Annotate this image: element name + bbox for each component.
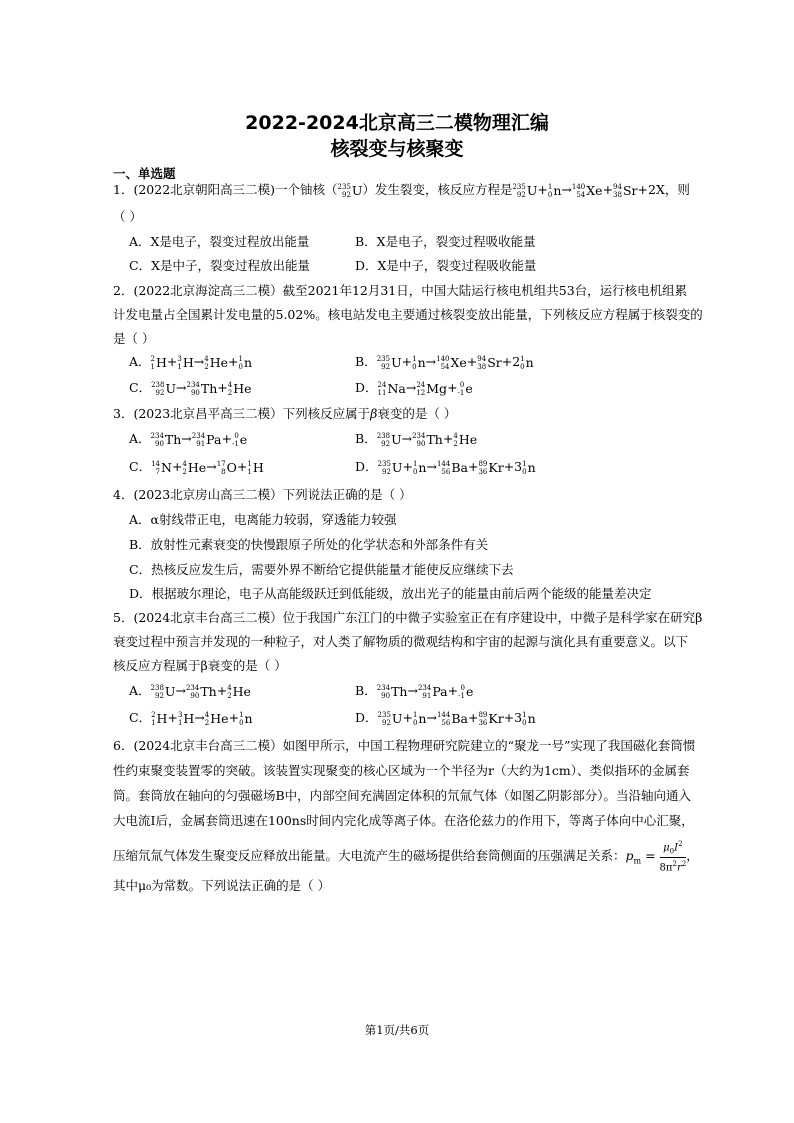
- question-6-line-1: 6．(2024北京丰台高三二模）如图甲所示，中国工程物理研究院建立的“聚龙一号”实现了我国磁化套筒惯: [113, 738, 696, 753]
- q3-option-a[interactable]: A． 234 90 Th→ 234 91 Pa+ 0 -1 e: [129, 431, 248, 448]
- doc-title: 2022-2024北京高三二模物理汇编: [245, 112, 549, 134]
- q4-option-b[interactable]: B．放射性元素衰变的快慢跟原子所处的化学状态和外部条件有关: [129, 537, 489, 552]
- q2-option-a[interactable]: A． 2 1 H+ 3 1 H→ 4 2 He+ 1 0 n: [129, 354, 253, 371]
- q1-option-c[interactable]: C．X是中子，裂变过程放出能量: [129, 258, 310, 273]
- q3-option-c[interactable]: C． 14 7 N+ 4 2 He→ 17 8 O+ 1 1 H: [129, 459, 264, 476]
- question-5-line-1: 5．(2024北京丰台高三二模）位于我国广东江门的中微子实验室正在有序建设中，中微子是科学家在研究β: [113, 610, 703, 625]
- question-6-line-5: 压缩氘氚气体发生聚变反应释放出能量。大电流产生的磁场提供给套筒侧面的压强满足关系：$p_m$ = $\frac{\mu_0I^2}{8\pi^2r^2}$ ，: [113, 840, 699, 874]
- q2-option-c[interactable]: C． 238 92 U→ 234 90 Th+ 4 2 He: [129, 380, 252, 397]
- q1-option-a[interactable]: A．X是电子，裂变过程放出能量: [129, 234, 310, 249]
- page-footer: 第1页/共6页: [364, 1023, 430, 1037]
- question-2-line-1: 2．(2022北京海淀高三二模）截至2021年12月31日，中国大陆运行核电机组共53台，运行核电机组累: [113, 283, 688, 298]
- q5-option-d[interactable]: D． 235 92 U+ 1 0 n→ 144 56 Ba+ 89 36 Kr+3 1 0 n: [355, 710, 536, 727]
- q4-option-c[interactable]: C．热核反应发生后，需要外界不断给它提供能量才能使反应继续下去: [129, 562, 514, 577]
- q4-option-d[interactable]: D．根据玻尔理论，电子从高能级跃迁到低能级，放出光子的能量由前后两个能级的能量差决定: [129, 586, 652, 601]
- doc-subtitle: 核裂变与核聚变: [330, 138, 464, 160]
- question-2-line-3: 是（ ）: [113, 331, 155, 346]
- pressure-formula: $p_m$ = $\frac{\mu_0I^2}{8\pi^2r^2}$ ，: [625, 840, 699, 874]
- section-heading: 一、单选题: [113, 166, 176, 181]
- question-1-paren: （ ）: [113, 209, 142, 224]
- q5-option-c[interactable]: C． 2 1 H+ 3 1 H→ 4 2 He+ 1 0 n: [129, 710, 253, 727]
- q2-option-d[interactable]: D． 24 11 Na→ 24 12 Mg+ 0 -1 e: [355, 380, 473, 397]
- q1-option-d[interactable]: D．X是中子，裂变过程吸收能量: [355, 258, 537, 273]
- q4-option-a[interactable]: A．α射线带正电，电离能力较弱，穿透能力较强: [129, 512, 397, 527]
- q1-option-b[interactable]: B．X是电子，裂变过程吸收能量: [355, 234, 536, 249]
- question-6-line-3: 筒。套筒放在轴向的匀强磁场B中，内部空间充满固定体积的氘氚气体（如图乙阴影部分）。当沿轴向通入: [113, 788, 691, 803]
- question-6-line-4: 大电流I后，金属套筒迅速在100ns时间内完化成等离子体。在洛伦兹力的作用下，等离子体向中心汇聚，: [113, 813, 694, 828]
- q3-option-d[interactable]: D． 235 92 U+ 1 0 n→ 144 56 Ba+ 89 36 Kr+3 1 0 n: [355, 459, 536, 476]
- question-2-line-2: 计发电量占全国累计发电量的5.02%。核电站发电主要通过核裂变放出能量，下列核反应方程属于核裂变的: [113, 307, 703, 322]
- question-4-stem: 4．(2023北京房山高三二模）下列说法正确的是（ ）: [113, 487, 412, 502]
- q5-option-a[interactable]: A． 238 92 U→ 234 90 Th+ 4 2 He: [129, 683, 251, 700]
- question-1-stem: 1．(2022北京朝阳高三二模)一个铀核（ 235 92 U）发生裂变，核反应方程是 235 92 U+ 1 0 n→ 140 54 Xe+ 94 38 Sr+2X，则: [113, 182, 690, 199]
- q3-option-b[interactable]: B． 238 92 U→ 234 90 Th+ 4 2 He: [355, 431, 478, 448]
- question-5-line-2: 衰变过程中预言并发现的一种粒子，对人类了解物质的微观结构和宇宙的起源与演化具有重要意义。以下: [113, 634, 689, 649]
- question-6-line-2: 性约束聚变装置零的突破。该装置实现聚变的核心区域为一个半径为r（大约为1cm）、类似指环的金属套: [113, 763, 690, 778]
- question-6-line-6: 其中μ₀为常数。下列说法正确的是（ ）: [113, 878, 331, 893]
- q5-option-b[interactable]: B． 234 90 Th→ 234 91 Pa+ 0 -1 e: [355, 683, 474, 700]
- question-5-line-3: 核反应方程属于β衰变的是（ ）: [113, 658, 287, 673]
- question-3-stem: 3．(2023北京昌平高三二模）下列核反应属于β衰变的是（ ）: [113, 406, 457, 421]
- q2-option-b[interactable]: B． 235 92 U+ 1 0 n→ 140 54 Xe+ 94 38 Sr+2 1 0 n: [355, 354, 534, 371]
